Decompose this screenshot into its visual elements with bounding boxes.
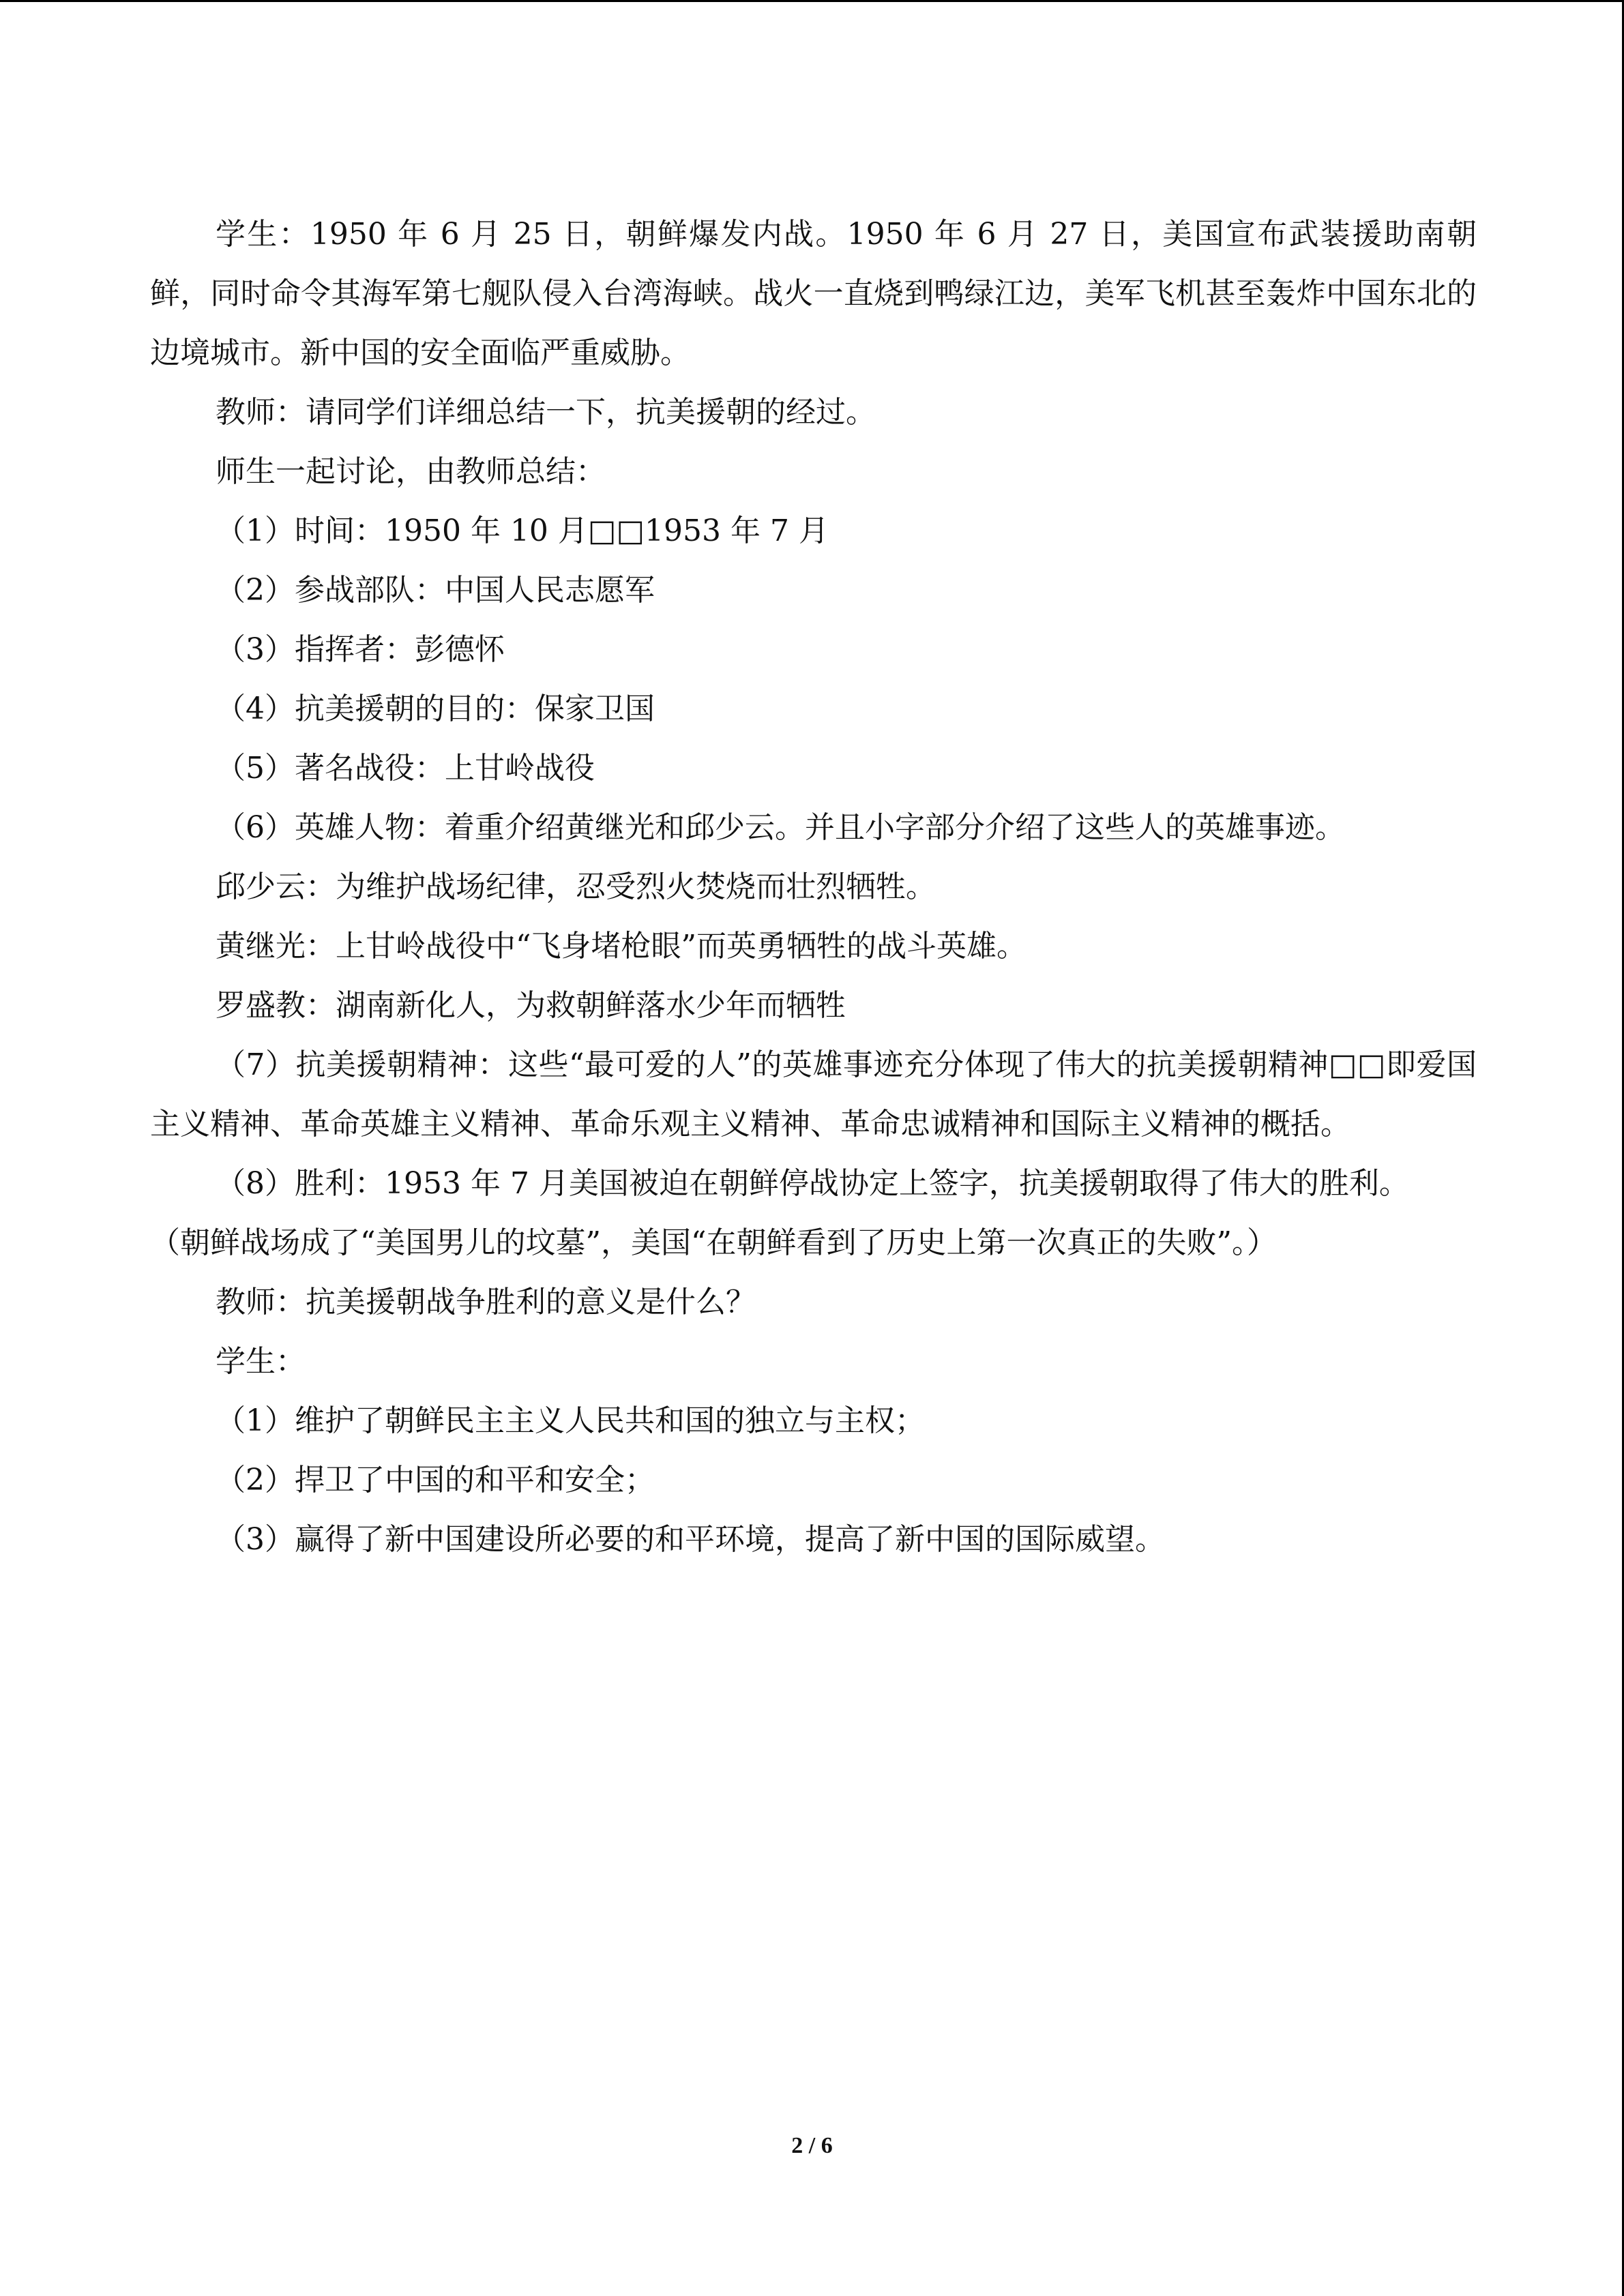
list-item-victory: （8）胜利：1953 年 7 月美国被迫在朝鲜停战协定上签字，抗美援朝取得了伟大的胜利。 (216, 1166, 1409, 1201)
page-border-top (0, 0, 1624, 2)
list-item-significance-1: （1）维护了朝鲜民主主义人民共和国的独立与主权； (216, 1403, 925, 1438)
paragraph-teacher-significance-question: 教师：抗美援朝战争胜利的意义是什么？ (216, 1285, 756, 1320)
list-item-commander: （3）指挥者：彭德怀 (216, 632, 505, 667)
paragraph-student-korea-war-outbreak: 学生：1950 年 6 月 25 日，朝鲜爆发内战。1950 年 6 月 27 日，美国宣布武装援助南朝鲜，同时命令其海军第七舰队侵入台湾海峡。战火一直烧到鸭绿江边，美军飞机甚至轰炸中国东北的边境城市。新中国的安全面临严重威胁。 (150, 217, 1477, 370)
list-item-battle: （5）著名战役：上甘岭战役 (216, 751, 595, 786)
paragraph-teacher-summary-request: 教师：请同学们详细总结一下，抗美援朝的经过。 (216, 395, 876, 430)
list-item-heroes: （6）英雄人物：着重介绍黄继光和邱少云。并且小字部分介绍了这些人的英雄事迹。 (216, 810, 1345, 845)
list-item-significance-3: （3）赢得了新中国建设所必要的和平环境，提高了新中国的国际威望。 (216, 1522, 1165, 1557)
list-item-spirit: （7）抗美援朝精神：这些“最可爱的人”的英雄事迹充分体现了伟大的抗美援朝精神□□即爱国主义精神、革命英雄主义精神、革命乐观主义精神、革命忠诚精神和国际主义精神的概括。 (150, 1047, 1477, 1142)
paragraph-hero-qiu-shaoyun: 邱少云：为维护战场纪律，忍受烈火焚烧而壮烈牺牲。 (216, 869, 936, 904)
paragraph-discussion-intro: 师生一起讨论，由教师总结： (216, 454, 606, 489)
paragraph-victory-note: （朝鲜战场成了“美国男儿的坟墓”，美国“在朝鲜看到了历史上第一次真正的失败”。） (150, 1225, 1277, 1260)
document-body (150, 205, 1477, 1569)
list-item-purpose: （4）抗美援朝的目的：保家卫国 (216, 691, 655, 726)
list-item-significance-2: （2）捍卫了中国的和平和安全； (216, 1463, 655, 1497)
paragraph-student-answer-label: 学生： (216, 1344, 306, 1379)
page-number: 2 / 6 (791, 2133, 833, 2158)
paragraph-hero-luo-shengjiao: 罗盛教：湖南新化人，为救朝鲜落水少年而牺牲 (216, 988, 846, 1023)
paragraph-hero-huang-jiguang: 黄继光：上甘岭战役中“飞身堵枪眼”而英勇牺牲的战斗英雄。 (216, 929, 1027, 964)
list-item-troops: （2）参战部队：中国人民志愿军 (216, 573, 655, 608)
list-item-time: （1）时间：1950 年 10 月□□1953 年 7 月 (216, 513, 829, 548)
